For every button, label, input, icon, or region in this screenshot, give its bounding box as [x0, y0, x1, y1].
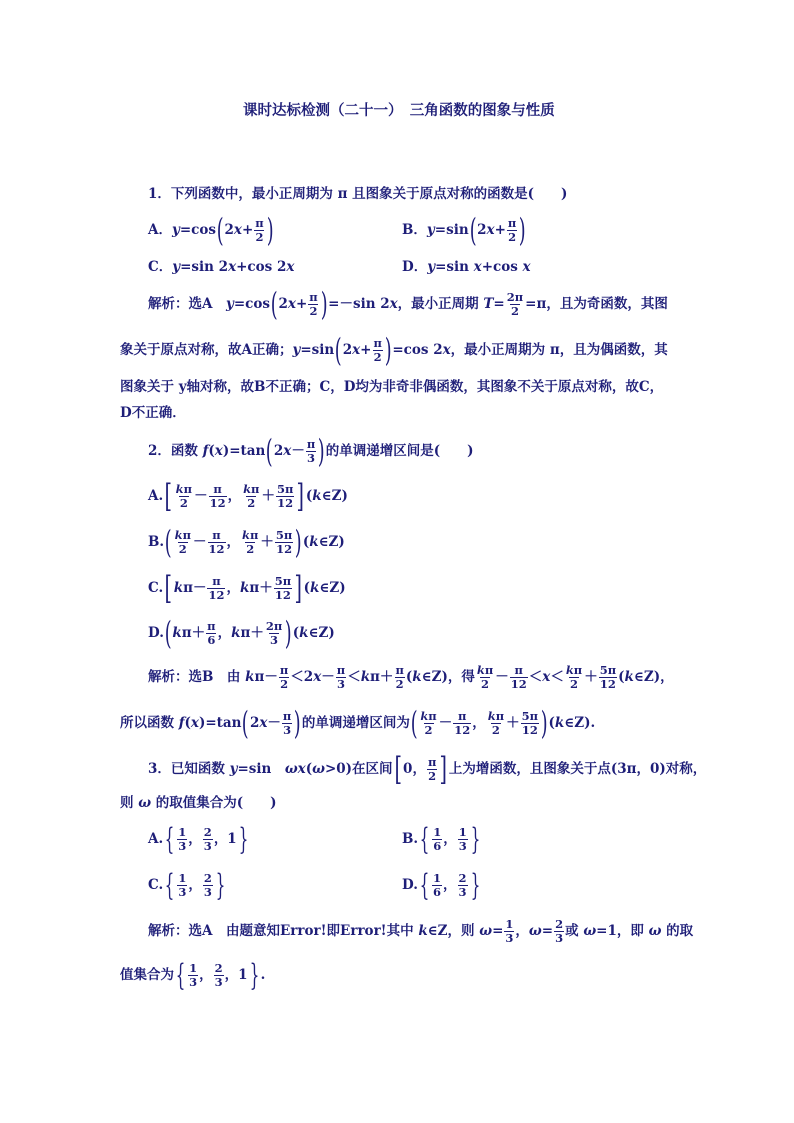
q2-solution-line2: 所以函数 f(x)=tan(2x－ $\frac{\pi}{3}$ )的单调递增区间为( $\frac{k\pi}{2}$ － $\frac{\pi}{12}$ ， $\frac{k\pi}{2}$ ＋ $\frac{5\pi}{12}$ )(k∈Z).	[120, 704, 596, 742]
q1-option-c: C．y=sin 2x+cos 2x	[148, 259, 295, 275]
q2-option-b: B.( $\frac{k\pi}{2}$ － $\frac{\pi}{12}$ ， $\frac{k\pi}{2}$ ＋ $\frac{5\pi}{12}$ )(k∈Z)	[148, 523, 345, 561]
q3-solution-line2: 值集合为{ $\frac{1}{3}$ ， $\frac{2}{3}$ ，1} .	[120, 958, 266, 994]
q3-option-c: C.{ $\frac{1}{3}$ ， $\frac{2}{3}$ }	[148, 868, 226, 904]
q1-solution-line3: 图象关于 y轴对称，故B不正确；C，D均为非奇非偶函数，其图象不关于原点对称，故C，	[120, 379, 664, 395]
q2-stem: 2．函数 f(x)=tan(2x－ $\frac{\pi}{3}$ )的单调递增区间是( )	[148, 432, 474, 470]
q2-option-c: C.[kπ－ $\frac{\pi}{12}$ ，kπ＋ $\frac{5\pi}{12}$ ](k∈Z)	[148, 569, 346, 607]
q1-solution-line1: 解析：选A y=cos(2x+ $\frac{\pi}{2}$ )=－sin 2x，最小正周期 T= $\frac{2\pi}{2}$ =π，且为奇函数，其图	[148, 285, 668, 323]
q1-solution-line4: D不正确．	[120, 405, 186, 421]
q3-option-b: B.{ $\frac{1}{6}$ ， $\frac{1}{3}$ }	[402, 822, 481, 858]
q3-stem-line1: 3．已知函数 y=sin ωx(ω>0)在区间[0， $\frac{\pi}{2}$ ]上为增函数，且图象关于点(3π，0)对称，	[148, 750, 707, 788]
q1-option-b: B．y=sin(2x+ $\frac{\pi}{2}$ )	[402, 211, 527, 249]
q3-option-d: D.{ $\frac{1}{6}$ ， $\frac{2}{3}$ }	[402, 868, 480, 904]
q2-option-d: D.(kπ＋ $\frac{\pi}{6}$ ，kπ＋ $\frac{2\pi}{3}$ )(k∈Z)	[148, 614, 335, 652]
q3-option-a: A.{ $\frac{1}{3}$ ， $\frac{2}{3}$ ，1}	[148, 822, 249, 858]
q1-solution-line2: 象关于原点对称，故A正确；y=sin(2x+ $\frac{\pi}{2}$ )=cos 2x，最小正周期为 π，且为偶函数，其	[120, 331, 668, 369]
q3-stem-line2: 则 ω 的取值集合为( )	[120, 795, 277, 811]
page-title: 课时达标检测（二十一） 三角函数的图象与性质	[243, 102, 555, 119]
q1-option-a: A．y=cos(2x+ $\frac{\pi}{2}$ )	[148, 211, 274, 249]
q1-option-d: D．y=sin x+cos x	[402, 259, 531, 275]
q1-stem: 1．下列函数中，最小正周期为 π 且图象关于原点对称的函数是( )	[148, 186, 568, 202]
q3-solution-line1: 解析：选A 由题意知Error!即Error!其中 k∈Z，则 ω= $\frac{1}{3}$ ，ω= $\frac{2}{3}$ 或 ω=1，即 ω 的取	[148, 917, 694, 946]
q2-solution-line1: 解析：选B 由 kπ－ $\frac{\pi}{2}$ ＜2x－ $\frac{\pi}{3}$ ＜kπ＋ $\frac{\pi}{2}$ (k∈Z)，得 $\frac{k\pi}{2}$ － $\frac{\pi}{12}$ ＜x＜ $\frac{k\pi}{2}$ ＋ $\frac{5\pi}{12}$ (k∈Z)，	[148, 663, 674, 692]
q2-option-a: A.[ $\frac{k\pi}{2}$ － $\frac{\pi}{12}$ ， $\frac{k\pi}{2}$ ＋ $\frac{5\pi}{12}$ ](k∈Z)	[148, 477, 348, 515]
